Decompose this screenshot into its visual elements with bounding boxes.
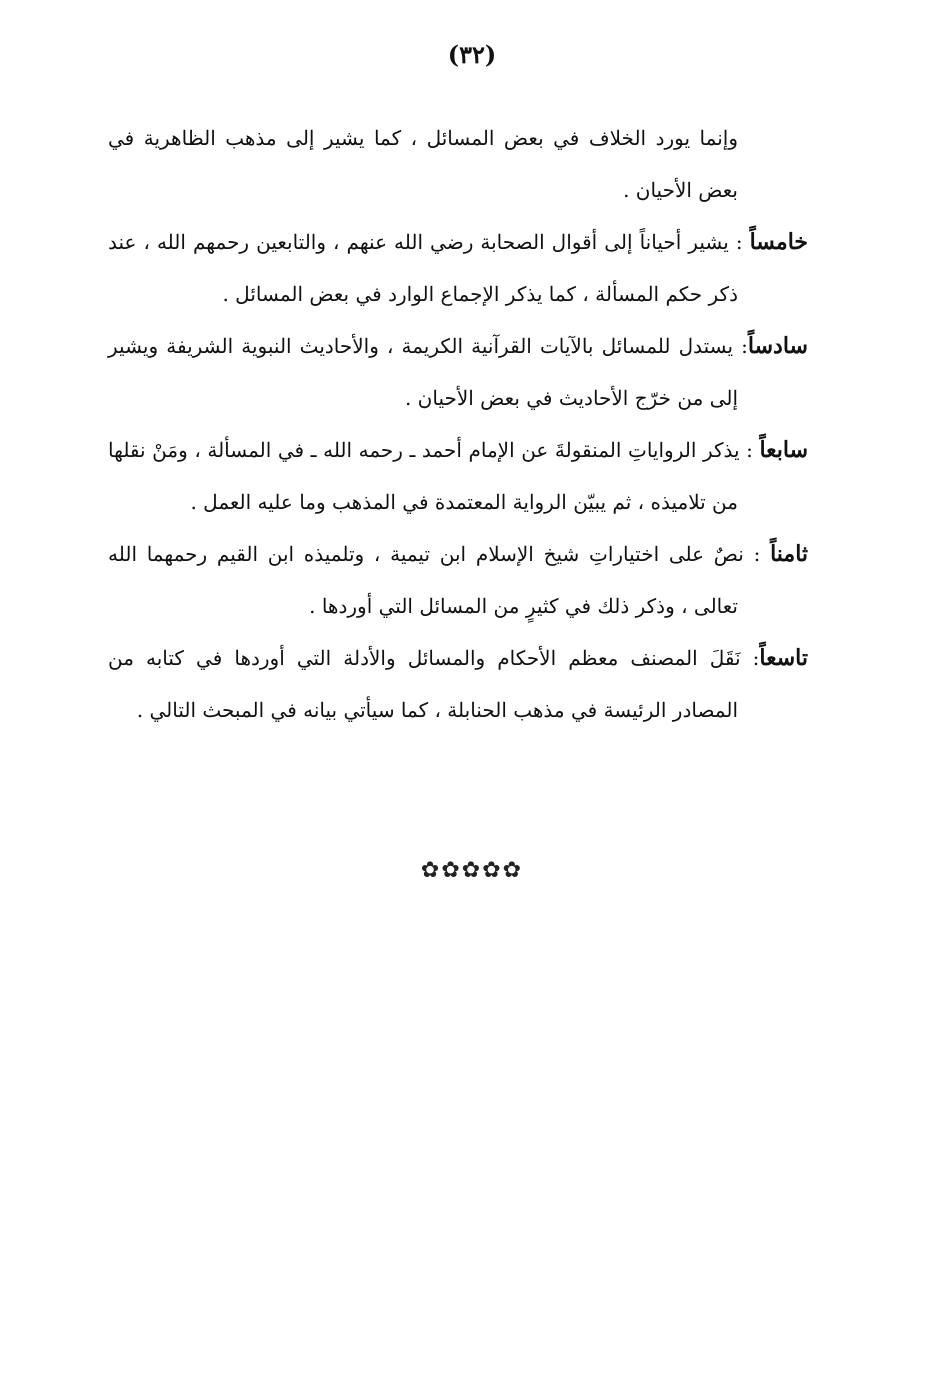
item-separator: : xyxy=(728,230,750,254)
item-text: يستدل للمسائل بالآيات القرآنية الكريمة ، والأحاديث النبوية الشريفة ويشير إلى من خرّج الأحاديث في بعض الأحيان . xyxy=(108,334,738,410)
page-number: (٣٢) xyxy=(447,40,497,69)
item-label: خامساً xyxy=(749,229,808,255)
item-label: ثامناً xyxy=(770,541,809,567)
list-item-eighth xyxy=(108,528,808,632)
item-label: سابعاً xyxy=(759,437,809,463)
intro-paragraph: وإنما يورد الخلاف في بعض المسائل ، كما يشير إلى مذهب الظاهرية في بعض الأحيان . xyxy=(108,126,738,202)
item-separator: : xyxy=(739,438,760,462)
list-item-seventh xyxy=(108,424,808,528)
item-label: تاسعاً xyxy=(759,645,808,671)
item-separator: : xyxy=(740,646,760,670)
item-text: نَقَلَ المصنف معظم الأحكام والمسائل والأدلة التي أوردها في كتابه من المصادر الرئيسة في مذهب الحنابلة ، كما سيأتي بيانه في المبحث التالي . xyxy=(108,646,741,722)
list-item-fifth xyxy=(108,216,808,320)
item-text: نصٌ على اختياراتِ شيخ الإسلام ابن تيمية ، وتلميذه ابن القيم رحمهما الله تعالى ، وذكر ذلك في كثيرٍ من المسائل التي أوردها . xyxy=(108,542,744,618)
page-body xyxy=(108,112,808,736)
item-text: يذكر الرواياتِ المنقولةَ عن الإمام أحمد ـ رحمه الله ـ في المسألة ، ومَنْ نقلها من تلاميذه ، ثم يبيّن الرواية المعتمدة في المذهب وما عليه العمل . xyxy=(108,438,740,514)
list-item-ninth xyxy=(108,632,808,736)
list-item-sixth xyxy=(108,320,808,424)
item-separator: : xyxy=(743,542,771,566)
item-text: يشير أحياناً إلى أقوال الصحابة رضي الله عنهم ، والتابعين رحمهم الله ، عند ذكر حكم المسألة ، كما يذكر الإجماع الوارد في بعض المسائل . xyxy=(108,230,738,306)
item-separator: : xyxy=(733,334,748,358)
item-label: سادساً xyxy=(747,333,808,359)
section-end-ornament: ✿✿✿✿✿ xyxy=(420,858,524,883)
